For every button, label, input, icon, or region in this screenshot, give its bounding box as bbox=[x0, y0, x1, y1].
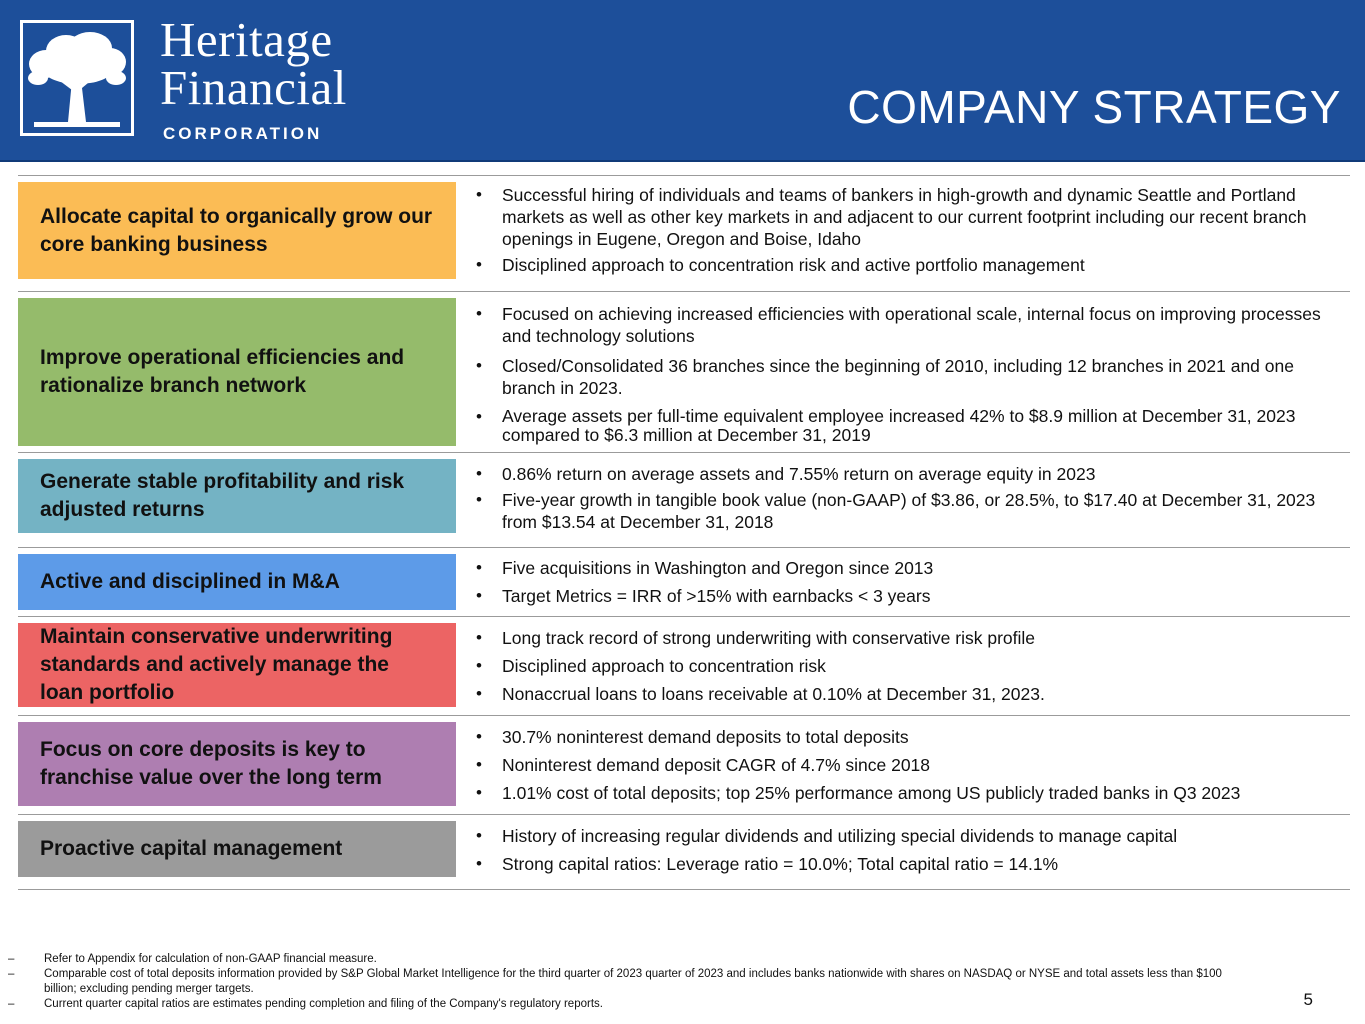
strategy-table bbox=[18, 175, 1350, 890]
bullet-item: • Five acquisitions in Washington and Oregon since 2013 bbox=[476, 557, 1350, 579]
strategy-row-focus bbox=[18, 715, 1350, 812]
bullet-item: • Closed/Consolidated 36 branches since the beginning of 2010, including 12 branches in 2021 and one branch in 2023. bbox=[476, 355, 1350, 399]
footnotes bbox=[8, 952, 1238, 1012]
bullet-item: • Strong capital ratios: Leverage ratio = 10.0%; Total capital ratio = 14.1% bbox=[476, 853, 1350, 875]
footnote-text: Current quarter capital ratios are estimates pending completion and filing of the Company's regulatory reports. bbox=[44, 998, 603, 1010]
strategy-label-active: Active and disciplined in M&A bbox=[18, 554, 456, 610]
strategy-row-proactive bbox=[18, 814, 1350, 883]
bullet-item: • History of increasing regular dividends and utilizing special dividends to manage capital bbox=[476, 825, 1350, 847]
strategy-bullets-allocate bbox=[456, 176, 1350, 276]
bullet-item: • Disciplined approach to concentration risk and active portfolio management bbox=[476, 254, 1350, 276]
logo-line-financial: Financial bbox=[160, 60, 347, 115]
strategy-row-maintain bbox=[18, 616, 1350, 713]
footnote bbox=[8, 967, 1238, 997]
tree-logo-icon bbox=[20, 20, 134, 136]
company-logo bbox=[160, 12, 347, 144]
strategy-label-improve: Improve operational efficiencies and rationalize branch network bbox=[18, 298, 456, 446]
footnote-text: Refer to Appendix for calculation of non-GAAP financial measure. bbox=[44, 953, 377, 965]
footnote bbox=[8, 952, 1238, 967]
strategy-row-improve bbox=[18, 291, 1350, 452]
bullet-item: • Successful hiring of individuals and teams of bankers in high-growth and dynamic Seattle and Portland markets as well as other key markets in and adjacent to our current footprint including our recent branch openings in Eugene, Oregon and Boise, Idaho bbox=[476, 184, 1350, 250]
strategy-bullets-proactive bbox=[456, 815, 1350, 875]
strategy-label-generate: Generate stable profitability and risk adjusted returns bbox=[18, 459, 456, 533]
bullet-item: • Nonaccrual loans to loans receivable at 0.10% at December 31, 2023. bbox=[476, 683, 1350, 705]
strategy-bullets-improve bbox=[456, 292, 1350, 445]
bullet-item: • 30.7% noninterest demand deposits to total deposits bbox=[476, 726, 1350, 748]
strategy-bullets-maintain bbox=[456, 617, 1350, 705]
footnote-text: Comparable cost of total deposits information provided by S&P Global Market Intelligence for the third quarter of 2023 quarter of 2023 and includes banks nationwide with shares on NASDAQ or NYSE and total assets less than $100 billion; excluding pending merger targets. bbox=[44, 968, 1222, 995]
bullet-item: • Long track record of strong underwriting with conservative risk profile bbox=[476, 627, 1350, 649]
footnote-dash: – bbox=[8, 953, 15, 965]
strategy-label-proactive: Proactive capital management bbox=[18, 821, 456, 877]
bullet-item: • Target Metrics = IRR of >15% with earnbacks < 3 years bbox=[476, 585, 1350, 607]
header-banner bbox=[0, 0, 1365, 162]
strategy-label-allocate: Allocate capital to organically grow our core banking business bbox=[18, 182, 456, 279]
bullet-item: • Five-year growth in tangible book value (non-GAAP) of $3.86, or 28.5%, to $17.40 at December 31, 2023 from $13.54 at December 31, 2018 bbox=[476, 489, 1350, 533]
logo-line-heritage: Heritage bbox=[160, 12, 333, 67]
strategy-bullets-generate bbox=[456, 453, 1350, 533]
bullet-item: • Focused on achieving increased efficiencies with operational scale, internal focus on improving processes and technology solutions bbox=[476, 303, 1350, 347]
bullet-item: • 0.86% return on average assets and 7.55% return on average equity in 2023 bbox=[476, 463, 1350, 485]
bullet-item: • Noninterest demand deposit CAGR of 4.7% since 2018 bbox=[476, 754, 1350, 776]
bullet-item: • Average assets per full-time equivalent employee increased 42% to $8.9 million at December 31, 2023 compared to $6.3 million at December 31, 2019 bbox=[476, 407, 1350, 445]
page-number: 5 bbox=[1303, 990, 1313, 1009]
logo-line-corporation: CORPORATION bbox=[163, 124, 323, 143]
bullet-item: • Disciplined approach to concentration risk bbox=[476, 655, 1350, 677]
footnote-dash: – bbox=[8, 968, 15, 980]
strategy-row-allocate bbox=[18, 175, 1350, 285]
bullet-item: • 1.01% cost of total deposits; top 25% performance among US publicly traded banks in Q3 2023 bbox=[476, 782, 1350, 804]
footnote bbox=[8, 997, 1238, 1012]
strategy-row-generate bbox=[18, 452, 1350, 539]
table-bottom-divider bbox=[18, 889, 1350, 890]
strategy-label-maintain: Maintain conservative underwriting standards and actively manage the loan portfolio bbox=[18, 623, 456, 707]
strategy-bullets-focus bbox=[456, 716, 1350, 804]
page-title: COMPANY STRATEGY bbox=[847, 81, 1341, 133]
strategy-row-active bbox=[18, 547, 1350, 616]
footnote-dash: – bbox=[8, 998, 15, 1010]
strategy-label-focus: Focus on core deposits is key to franchise value over the long term bbox=[18, 722, 456, 806]
strategy-bullets-active bbox=[456, 548, 1350, 607]
